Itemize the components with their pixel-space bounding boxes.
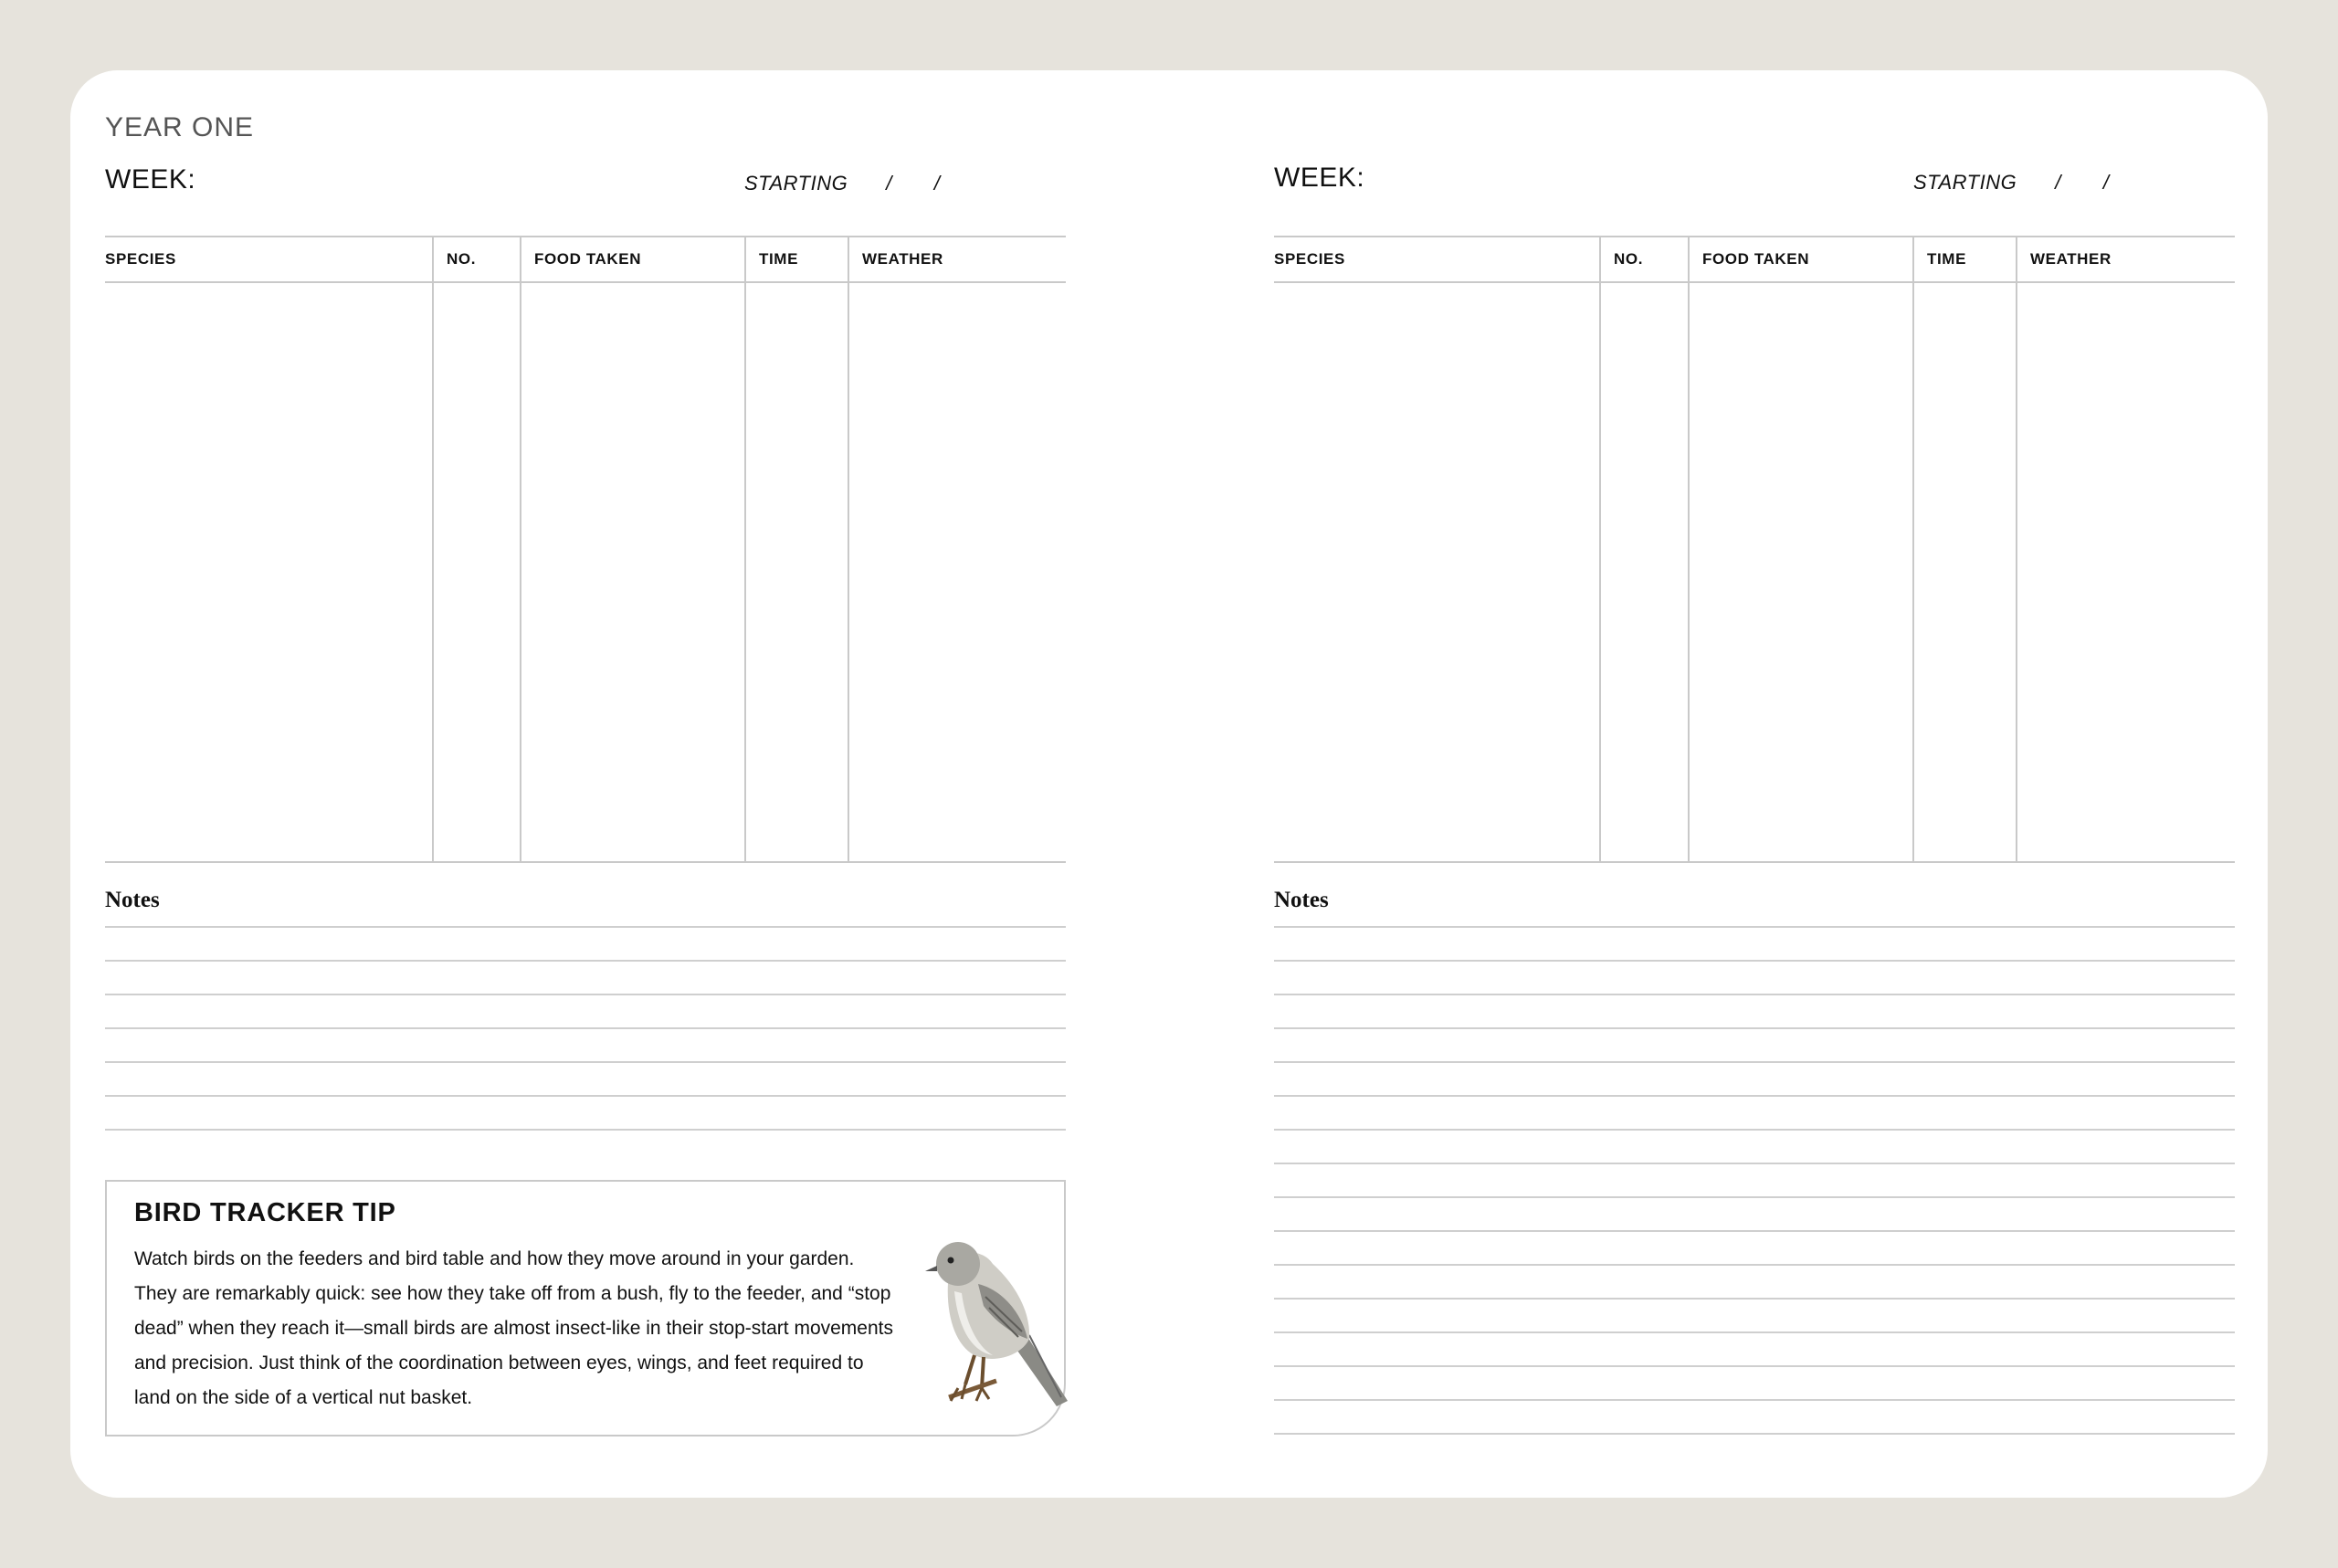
journal-spread bbox=[70, 70, 2268, 1498]
table-cell-number[interactable] bbox=[1600, 282, 1689, 862]
note-line[interactable] bbox=[1274, 928, 2235, 962]
column-header-time: TIME bbox=[1913, 237, 2017, 282]
starting-label: STARTING bbox=[744, 172, 848, 195]
note-line[interactable] bbox=[1274, 1097, 2235, 1131]
note-line[interactable] bbox=[105, 928, 1066, 962]
note-line[interactable] bbox=[1274, 1367, 2235, 1401]
note-line[interactable] bbox=[1274, 1164, 2235, 1198]
column-header-weather: WEATHER bbox=[848, 237, 1066, 282]
column-header-species: SPECIES bbox=[1274, 237, 1600, 282]
table-cell-food-taken[interactable] bbox=[1689, 282, 1913, 862]
notes-lines[interactable] bbox=[1274, 894, 2235, 1435]
notes-label: Notes bbox=[105, 888, 160, 912]
notes-lines[interactable] bbox=[105, 894, 1066, 1131]
date-separator: / bbox=[886, 172, 892, 195]
note-line[interactable] bbox=[105, 995, 1066, 1029]
table-cell-weather[interactable] bbox=[2017, 282, 2235, 862]
tip-body: Watch birds on the feeders and bird table and how they move around in your garden. They are remarkably quick: see how they take off from a bush, fly to the feeder, and “stop dead” when they reach it—small birds are almost insect-like in their stop-start movements and precision. Just think of the coordination between eyes, wings, and feet required to land on the side of a vertical nut basket. bbox=[134, 1248, 893, 1408]
table-cell-time[interactable] bbox=[1913, 282, 2017, 862]
note-line[interactable] bbox=[1274, 1333, 2235, 1367]
column-header-food-taken: FOOD TAKEN bbox=[1689, 237, 1913, 282]
note-line[interactable] bbox=[1274, 1401, 2235, 1435]
notes-label: Notes bbox=[1274, 888, 1329, 912]
section-label: YEAR ONE bbox=[105, 112, 255, 142]
right-page bbox=[1274, 70, 2235, 1498]
tip-title: BIRD TRACKER TIP bbox=[134, 1198, 396, 1227]
table-cell-food-taken[interactable] bbox=[521, 282, 745, 862]
note-line[interactable] bbox=[105, 1063, 1066, 1097]
column-header-species: SPECIES bbox=[105, 237, 433, 282]
note-line[interactable] bbox=[1274, 1029, 2235, 1063]
bird-illustration-icon bbox=[894, 1218, 1077, 1419]
table-cell-species[interactable] bbox=[105, 282, 433, 862]
table-cell-time[interactable] bbox=[745, 282, 848, 862]
week-label: WEEK: bbox=[1274, 163, 1365, 193]
starting-label: STARTING bbox=[1913, 171, 2017, 194]
note-line[interactable] bbox=[1274, 1300, 2235, 1333]
note-line[interactable] bbox=[1274, 995, 2235, 1029]
note-line[interactable] bbox=[1274, 1131, 2235, 1164]
week-label: WEEK: bbox=[105, 164, 196, 195]
bird-tracker-tip bbox=[105, 1180, 1066, 1436]
column-header-number: NO. bbox=[433, 237, 521, 282]
column-header-weather: WEATHER bbox=[2017, 237, 2235, 282]
table-row bbox=[105, 282, 1066, 862]
column-header-time: TIME bbox=[745, 237, 848, 282]
date-separator: / bbox=[2055, 171, 2061, 194]
note-line[interactable] bbox=[1274, 1266, 2235, 1300]
note-line[interactable] bbox=[1274, 1063, 2235, 1097]
note-line[interactable] bbox=[105, 1029, 1066, 1063]
sightings-table bbox=[105, 236, 1066, 863]
starting-date bbox=[1913, 171, 2109, 195]
starting-date bbox=[744, 172, 940, 195]
table-cell-species[interactable] bbox=[1274, 282, 1600, 862]
note-line[interactable] bbox=[105, 1097, 1066, 1131]
date-separator: / bbox=[933, 172, 941, 195]
note-line[interactable] bbox=[105, 894, 1066, 928]
table-cell-number[interactable] bbox=[433, 282, 521, 862]
note-line[interactable] bbox=[1274, 894, 2235, 928]
left-page bbox=[105, 70, 1066, 1498]
note-line[interactable] bbox=[105, 962, 1066, 995]
note-line[interactable] bbox=[1274, 1232, 2235, 1266]
table-row bbox=[1274, 282, 2235, 862]
table-cell-weather[interactable] bbox=[848, 282, 1066, 862]
column-header-number: NO. bbox=[1600, 237, 1689, 282]
column-header-food-taken: FOOD TAKEN bbox=[521, 237, 745, 282]
date-separator: / bbox=[2102, 171, 2110, 194]
note-line[interactable] bbox=[1274, 962, 2235, 995]
note-line[interactable] bbox=[1274, 1198, 2235, 1232]
sightings-table bbox=[1274, 236, 2235, 863]
